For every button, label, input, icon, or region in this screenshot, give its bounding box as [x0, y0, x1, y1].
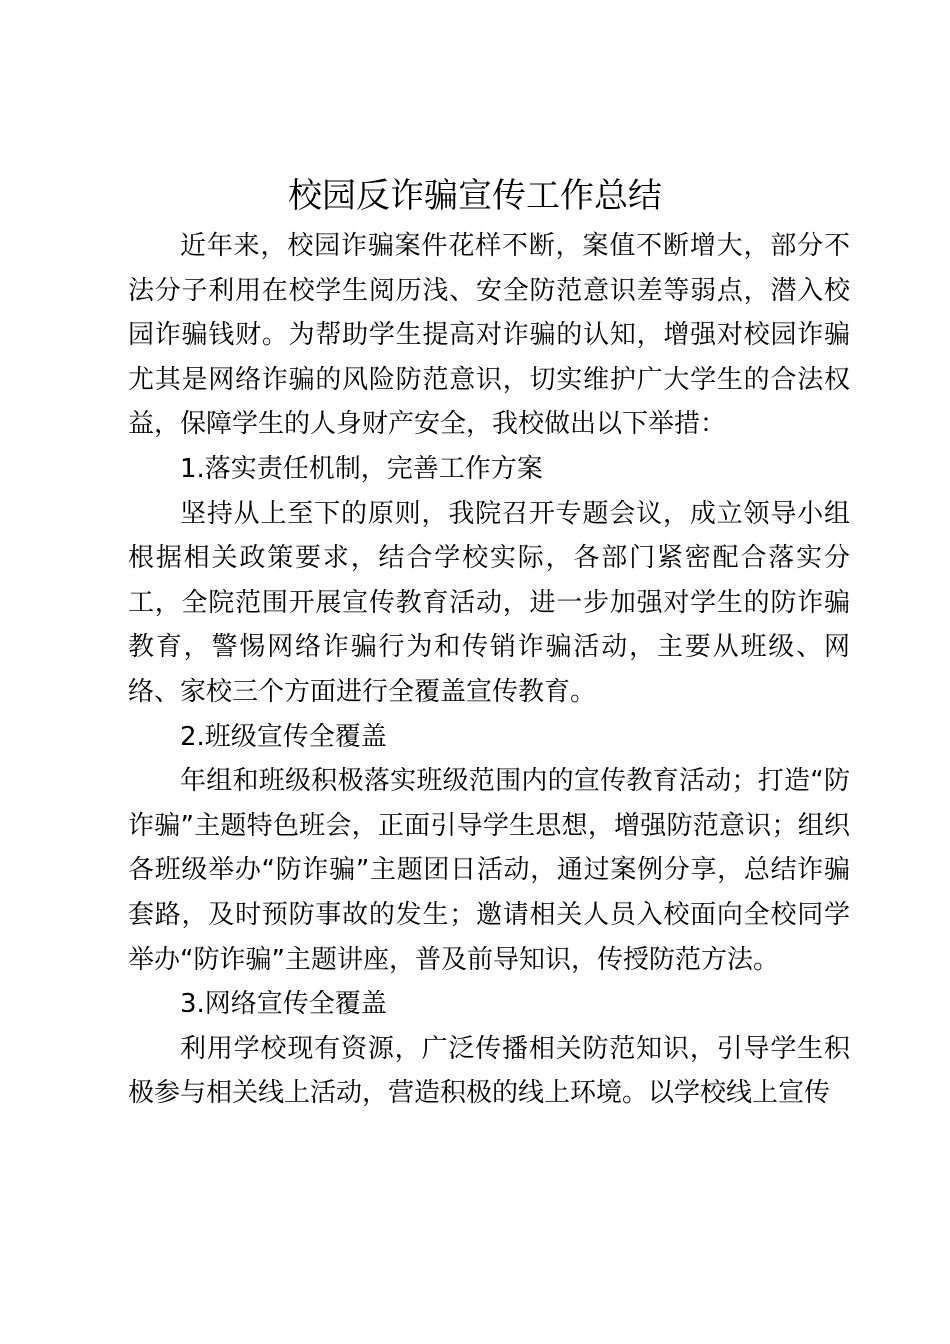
paragraph-section-2: 年组和班级积极落实班级范围内的宣传教育活动；打造“防诈骗”主题特色班会，正面引导学生思想，增强防范意识；组织各班级举办“防诈骗”主题团日活动，通过案例分享，总结诈骗套路，及时预防事故的发生；邀请相关人员入校面向全校同学举办“防诈骗”主题讲座，普及前导知识，传授防范方法。 [128, 766, 850, 975]
document-body [128, 224, 850, 1116]
section-heading-3: 3.网络宣传全覆盖 [180, 989, 387, 1020]
section-heading-1: 1.落实责任机制，完善工作方案 [180, 453, 543, 484]
document-title: 校园反诈骗宣传工作总结 [288, 176, 662, 216]
paragraph-section-1: 坚持从上至下的原则，我院召开专题会议，成立领导小组根据相关政策要求，结合学校实际，各部门紧密配合落实分工，全院范围开展宣传教育活动，进一步加强对学生的防诈骗教育，警惕网络诈骗行为和传销诈骗活动，主要从班级、网络、家校三个方面进行全覆盖宣传教育。 [128, 498, 850, 707]
section-heading-2: 2.班级宣传全覆盖 [180, 721, 387, 752]
paragraph-section-3: 利用学校现有资源，广泛传播相关防范知识，引导学生积极参与相关线上活动，营造积极的线上环境。以学校线上宣传 [128, 1033, 850, 1109]
paragraph-intro: 近年来，校园诈骗案件花样不断，案值不断增大，部分不法分子利用在校学生阅历浅、安全防范意识差等弱点，潜入校园诈骗钱财。为帮助学生提高对诈骗的认知，增强对校园诈骗尤其是网络诈骗的风险防范意识，切实维护广大学生的合法权益，保障学生的人身财产安全，我校做出以下举措： [128, 231, 850, 440]
